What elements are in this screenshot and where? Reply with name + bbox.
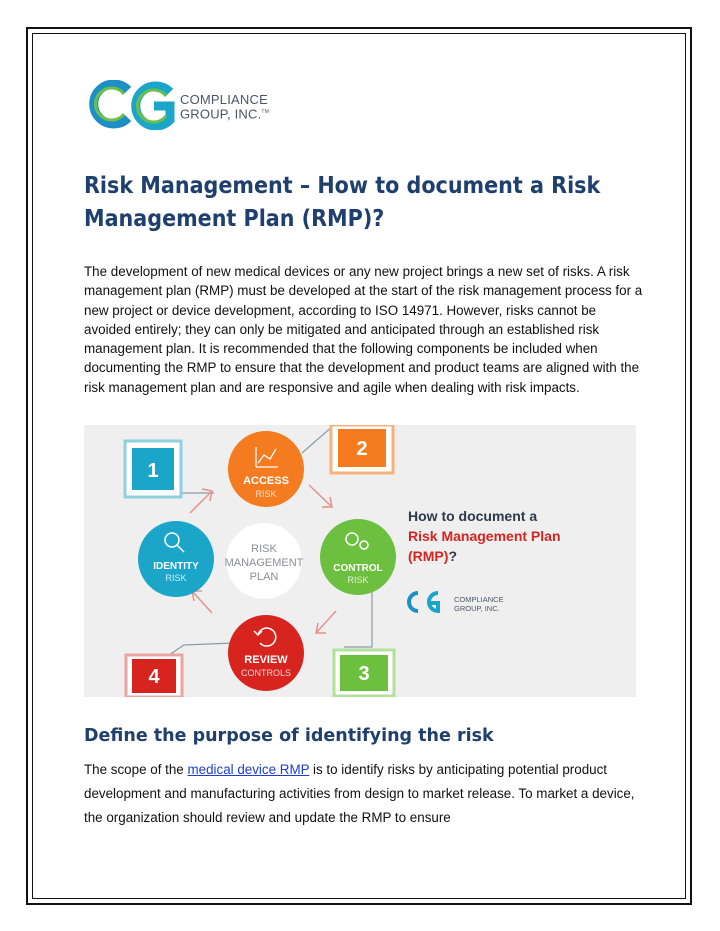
section-heading: Define the purpose of identifying the risk	[84, 726, 494, 746]
center-label-3: PLAN	[249, 571, 279, 583]
step-2-number: 2	[356, 438, 368, 460]
access-sublabel: RISK	[255, 489, 277, 499]
step-3-number: 3	[358, 663, 370, 685]
step-1-number: 1	[147, 460, 159, 482]
infographic-heading-line-2: Risk Management Plan	[408, 528, 561, 544]
center-label-2: MANAGEMENT	[224, 557, 304, 569]
review-label: REVIEW	[244, 654, 288, 666]
review-sublabel: CONTROLS	[240, 668, 292, 678]
intro-paragraph: The development of new medical devices or any new project brings a new set of risks. A risk management plan (RMP) must be developed at the start of the risk management process for a new project or device development, according to ISO 14971. However, risks cannot be avoided entirely; they can only be mitigated and anticipated through an established risk management plan. It is recommended that the following components be included when documenting the RMP to ensure that the development and product teams are aligned with the risk management plan and are responsive and agile when dealing with risk impacts.	[84, 264, 643, 395]
logo-line-2: GROUP, INC.	[180, 106, 262, 122]
step-4-number: 4	[148, 666, 160, 688]
control-sublabel: RISK	[347, 575, 369, 585]
infographic-heading-line-1: How to document a	[408, 508, 538, 524]
infographic-logo-line-1: COMPLIANCE	[454, 595, 504, 604]
rmp-infographic	[84, 425, 636, 697]
review-controls-circle	[228, 615, 304, 691]
center-label-1: RISK	[251, 543, 277, 555]
logo-line-1: COMPLIANCE	[180, 92, 268, 107]
company-logo-text	[180, 93, 269, 120]
logo-trademark: TM	[261, 109, 270, 115]
section-paragraph: The scope of the medical device RMP is to identify risks by anticipating potential product development and manufacturing activities from design to market release. To market a device, the organization should review and update the RMP to ensure	[84, 762, 635, 825]
infographic-logo-line-2: GROUP, INC.	[454, 604, 500, 613]
infographic-heading-line-3: (RMP)?	[408, 548, 457, 564]
access-label: ACCESS	[243, 475, 289, 487]
control-label: CONTROL	[333, 563, 383, 574]
identity-risk-circle	[138, 521, 214, 597]
identity-sublabel: RISK	[165, 573, 187, 583]
page-title: Risk Management – How to document a Risk Management Plan (RMP)?	[84, 173, 601, 232]
medical-device-rmp-link[interactable]: medical device RMP	[187, 762, 310, 777]
identity-label: IDENTITY	[153, 561, 199, 572]
